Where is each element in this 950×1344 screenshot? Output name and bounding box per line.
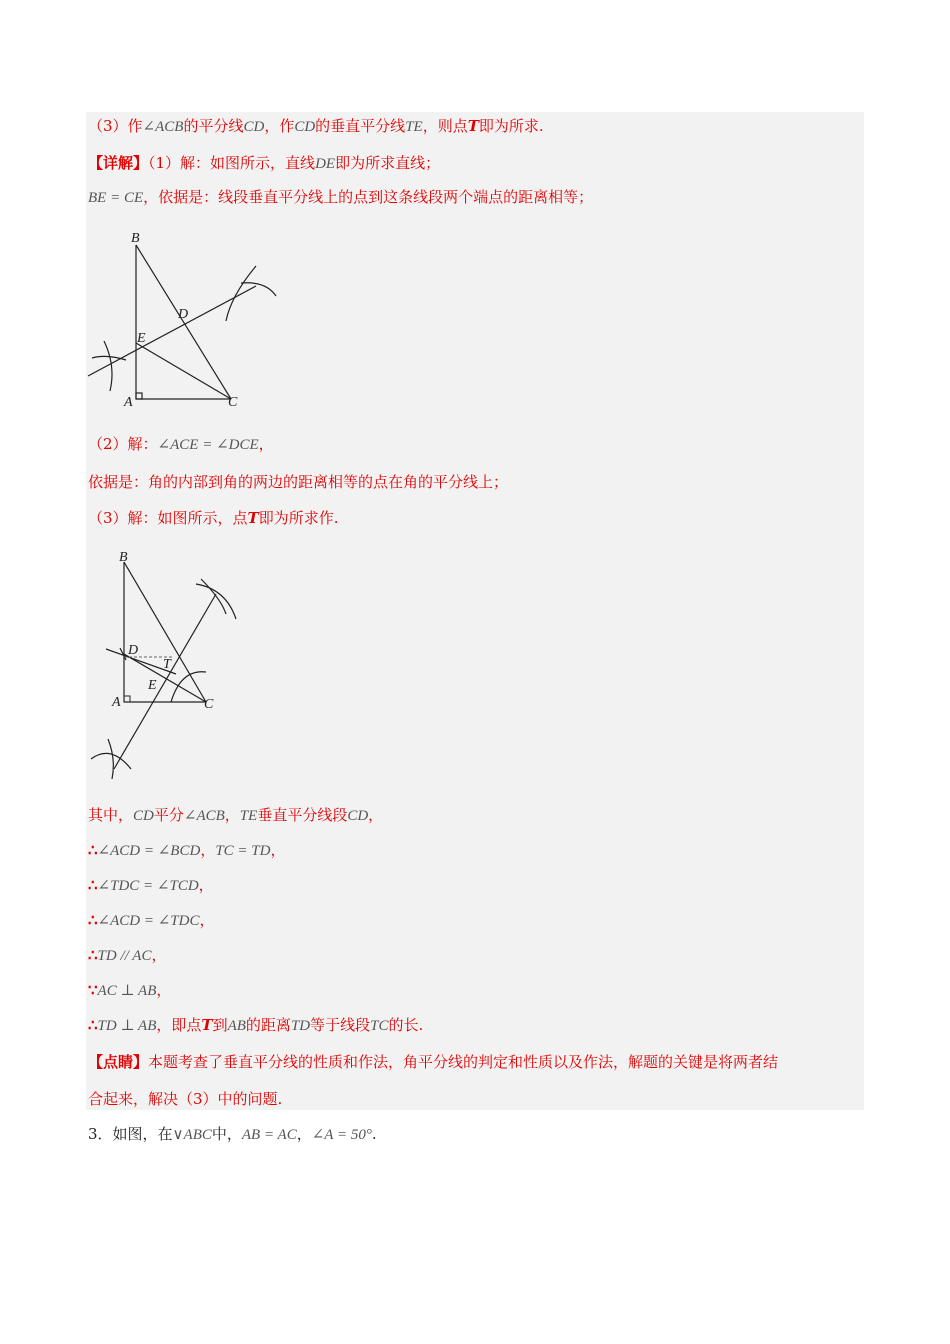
math: DE <box>315 156 336 172</box>
math: AB = AC <box>241 1127 297 1143</box>
label-B: B <box>131 231 140 246</box>
math: ∠TDC = ∠TCD <box>97 878 199 894</box>
label-D: D <box>178 307 189 322</box>
text: 平分 <box>153 806 184 824</box>
label-E: E <box>148 678 157 693</box>
label-C: C <box>204 697 214 712</box>
math: ∠ACB <box>142 119 184 135</box>
label-T: T <box>163 657 171 672</box>
because-symbol: ∵ <box>88 981 98 999</box>
text: 的长. <box>388 1016 424 1034</box>
text: ， <box>198 876 214 894</box>
math: TC = TD <box>215 843 271 859</box>
math: ∠ACB <box>183 808 225 824</box>
therefore-symbol: ∴ <box>88 876 98 894</box>
text: 到 <box>212 1016 228 1034</box>
text: 等于线段 <box>310 1016 371 1034</box>
proof-line-6 <box>88 980 171 1001</box>
comment-tag: 【点睛】 <box>88 1053 149 1071</box>
text: 垂直平分线段 <box>257 806 348 824</box>
label-D: D <box>128 643 139 658</box>
math: TD // AC <box>97 948 152 964</box>
basis-2: 依据是：角的内部到角的两边的距离相等的点在角的平分线上； <box>88 473 509 491</box>
label-C: C <box>228 395 238 410</box>
text: 合起来，解决（3）中的问题. <box>88 1090 283 1108</box>
proof-line-5 <box>88 945 166 966</box>
proof-line-7 <box>88 1015 423 1036</box>
text: 的平分线 <box>183 117 244 135</box>
text: 3．如图，在 <box>88 1125 173 1143</box>
point-label: T <box>201 1016 213 1034</box>
proof-line-3 <box>88 875 214 896</box>
part-2-answer <box>88 434 274 455</box>
basis-1 <box>88 187 593 208</box>
math: TD ⊥ AB <box>97 1018 157 1034</box>
proof-line-1 <box>88 805 383 826</box>
text: ，即点 <box>156 1016 202 1034</box>
text: ， <box>270 841 286 859</box>
text: 即为所求作. <box>258 509 339 527</box>
text: ， <box>151 946 167 964</box>
point-label: T <box>247 509 259 527</box>
text: ， <box>224 806 240 824</box>
math: TC <box>370 1018 389 1034</box>
text: ， <box>156 981 172 999</box>
text: 即为所求. <box>478 117 544 135</box>
text: ， <box>199 911 215 929</box>
question-3 <box>88 1124 377 1145</box>
proof-line-4 <box>88 910 215 931</box>
solution-step-3-method <box>88 116 544 137</box>
math: AC ⊥ AB <box>97 983 157 999</box>
text: 其中， <box>88 806 134 824</box>
therefore-symbol: ∴ <box>88 1016 98 1034</box>
label-B: B <box>119 550 128 565</box>
text: ， <box>258 435 274 453</box>
text: （1）解：如图所示，直线 <box>148 154 316 172</box>
proof-line-2 <box>88 840 286 861</box>
therefore-symbol: ∴ <box>88 841 98 859</box>
text: . <box>371 1125 377 1143</box>
text: ，作 <box>264 117 295 135</box>
figure-2 <box>86 544 256 784</box>
text: ，依据是：线段垂直平分线上的点到这条线段两个端点的距离相等； <box>143 188 594 206</box>
detail-tag: 【详解】 <box>88 154 149 172</box>
label-A: A <box>124 395 133 410</box>
text: ， <box>200 841 216 859</box>
detail-heading <box>88 153 440 174</box>
text: ， <box>368 806 384 824</box>
text: ， <box>296 1125 312 1143</box>
math: TD <box>290 1018 311 1034</box>
text: 中， <box>211 1125 242 1143</box>
text: ，则点 <box>422 117 468 135</box>
math: ∠ACE = ∠DCE <box>157 437 259 453</box>
math: ∠ACD = ∠BCD <box>97 843 201 859</box>
text: 即为所求直线； <box>335 154 441 172</box>
text: 的垂直平分线 <box>315 117 406 135</box>
math: CD <box>294 119 316 135</box>
comment-line-1 <box>88 1052 778 1072</box>
label-E: E <box>137 331 146 346</box>
point-label: T <box>467 117 479 135</box>
text: 的距离 <box>245 1016 291 1034</box>
therefore-symbol: ∴ <box>88 946 98 964</box>
text: （3）作 <box>88 117 143 135</box>
comment-line-2 <box>88 1089 282 1109</box>
math: ∠ACD = ∠TDC <box>97 913 200 929</box>
label-A: A <box>112 695 121 710</box>
math: AB <box>227 1018 246 1034</box>
text: 本题考查了垂直平分线的性质和作法，角平分线的判定和性质以及作法，解题的关键是将两者结 <box>148 1053 779 1071</box>
therefore-symbol: ∴ <box>88 911 98 929</box>
text: （2）解： <box>88 435 158 453</box>
figure-1 <box>86 226 286 412</box>
text: （3）解：如图所示，点 <box>88 509 248 527</box>
math: ∨ABC <box>172 1127 212 1143</box>
math: CD <box>347 808 369 824</box>
math: BE = CE <box>88 190 144 206</box>
part-3-answer <box>88 508 339 528</box>
math: CD <box>133 808 154 824</box>
math: TE <box>239 808 258 824</box>
math: ∠A = 50° <box>311 1127 372 1143</box>
math: TE <box>405 119 423 135</box>
math: CD <box>243 119 265 135</box>
